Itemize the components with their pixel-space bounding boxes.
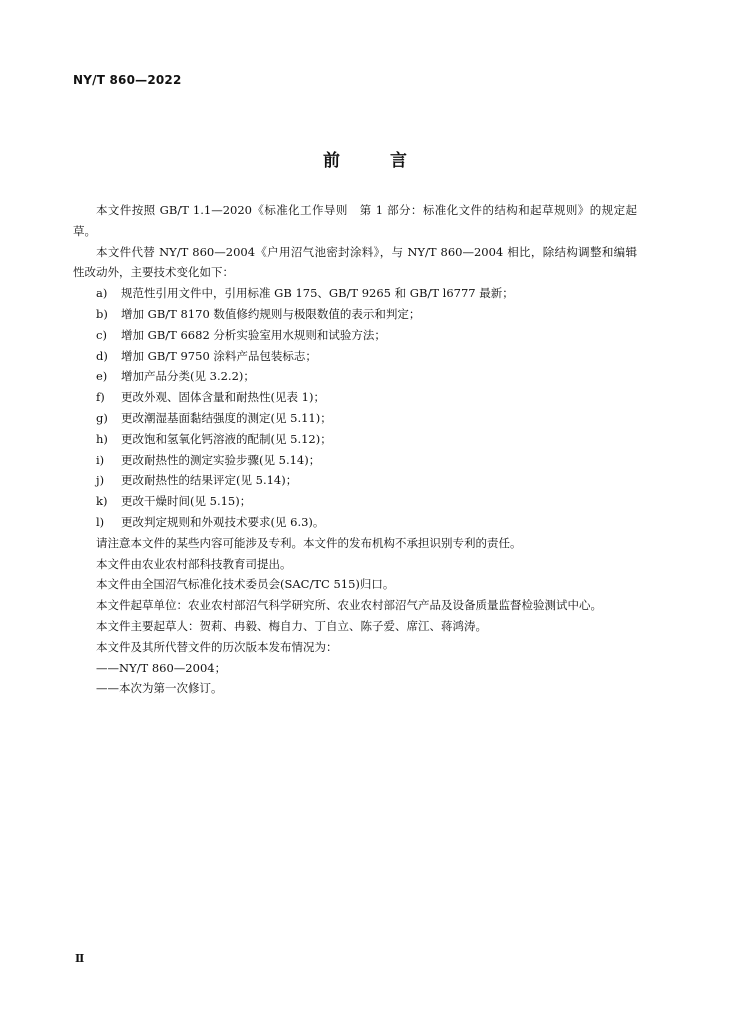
drafting-basis-paragraph: 本文件按照 GB/T 1.1—2020《标准化工作导则 第 1 部分：标准化文件的结构和起草规则》的规定起草。 bbox=[73, 203, 637, 238]
list-item-label: h) bbox=[96, 431, 108, 446]
list-item-text: 更改干燥时间(见 5.15)； bbox=[121, 494, 252, 509]
list-item-text: 更改饱和氢氧化钙溶液的配制(见 5.12)； bbox=[121, 431, 332, 446]
list-item bbox=[73, 491, 637, 512]
list-item-text: 规范性引用文件中，引用标准 GB 175、GB/T 9265 和 GB/T l6777 最新； bbox=[121, 286, 514, 301]
drafters: 本文件主要起草人：贺莉、冉毅、梅自力、丁自立、陈子爱、席江、蒋鸿涛。 bbox=[96, 618, 487, 633]
history-item: ——本次为第一次修订。 bbox=[96, 681, 223, 696]
history-item: ——NY/T 860—2004； bbox=[96, 660, 227, 675]
changes-list bbox=[73, 283, 637, 533]
list-item-label: b) bbox=[96, 306, 108, 321]
list-item bbox=[73, 346, 637, 367]
list-item-text: 增加 GB/T 9750 涂料产品包装标志； bbox=[121, 348, 317, 363]
replacement-paragraph: 本文件代替 NY/T 860—2004《户用沼气池密封涂料》，与 NY/T 860—2004 相比，除结构调整和编辑性改动外，主要技术变化如下： bbox=[73, 244, 637, 280]
list-item-label: a) bbox=[96, 286, 108, 301]
list-item bbox=[73, 325, 637, 346]
list-item-text: 更改耐热性的结果评定(见 5.14)； bbox=[121, 473, 298, 488]
list-item-label: d) bbox=[96, 348, 108, 363]
list-item bbox=[73, 470, 637, 491]
list-item-label: l) bbox=[96, 514, 105, 529]
list-item-label: k) bbox=[96, 494, 108, 509]
proposed-by: 本文件由农业农村部科技教育司提出。 bbox=[96, 556, 292, 571]
standard-code-header: NY/T 860—2022 bbox=[73, 73, 182, 87]
list-item-label: g) bbox=[96, 410, 108, 425]
list-item-text: 增加 GB/T 8170 数值修约规则与极限数值的表示和判定； bbox=[121, 306, 421, 321]
list-item-label: i) bbox=[96, 452, 105, 467]
list-item-label: f) bbox=[96, 390, 105, 405]
list-item-text: 更改潮湿基面黏结强度的测定(见 5.11)； bbox=[121, 410, 332, 425]
list-item bbox=[73, 512, 637, 533]
list-item bbox=[73, 408, 637, 429]
list-item-label: c) bbox=[96, 327, 107, 342]
list-item bbox=[73, 304, 637, 325]
list-item-text: 增加 GB/T 6682 分析实验室用水规则和试验方法； bbox=[121, 327, 386, 342]
list-item-text: 更改外观、固体含量和耐热性(见表 1)； bbox=[121, 390, 325, 405]
list-item-label: e) bbox=[96, 369, 108, 384]
list-item-label: j) bbox=[96, 473, 105, 488]
page-number: Ⅱ bbox=[75, 952, 85, 965]
page-title: 前 言 bbox=[323, 151, 429, 171]
list-item bbox=[73, 429, 637, 450]
drafting-units: 本文件起草单位：农业农村部沼气科学研究所、农业农村部沼气产品及设备质量监督检验测试中心。 bbox=[96, 598, 602, 613]
list-item-text: 更改判定规则和外观技术要求(见 6.3)。 bbox=[121, 514, 325, 529]
document-body bbox=[73, 200, 637, 699]
history-intro: 本文件及其所代替文件的历次版本发布情况为： bbox=[96, 639, 338, 654]
list-item-text: 更改耐热性的测定实验步骤(见 5.14)； bbox=[121, 452, 321, 467]
patent-notice: 请注意本文件的某些内容可能涉及专利。本文件的发布机构不承担识别专利的责任。 bbox=[96, 535, 522, 550]
list-item bbox=[73, 450, 637, 471]
centralized-by: 本文件由全国沼气标准化技术委员会(SAC/TC 515)归口。 bbox=[96, 577, 395, 592]
list-item bbox=[73, 283, 637, 304]
list-item bbox=[73, 366, 637, 387]
list-item bbox=[73, 387, 637, 408]
list-item-text: 增加产品分类(见 3.2.2)； bbox=[121, 369, 255, 384]
